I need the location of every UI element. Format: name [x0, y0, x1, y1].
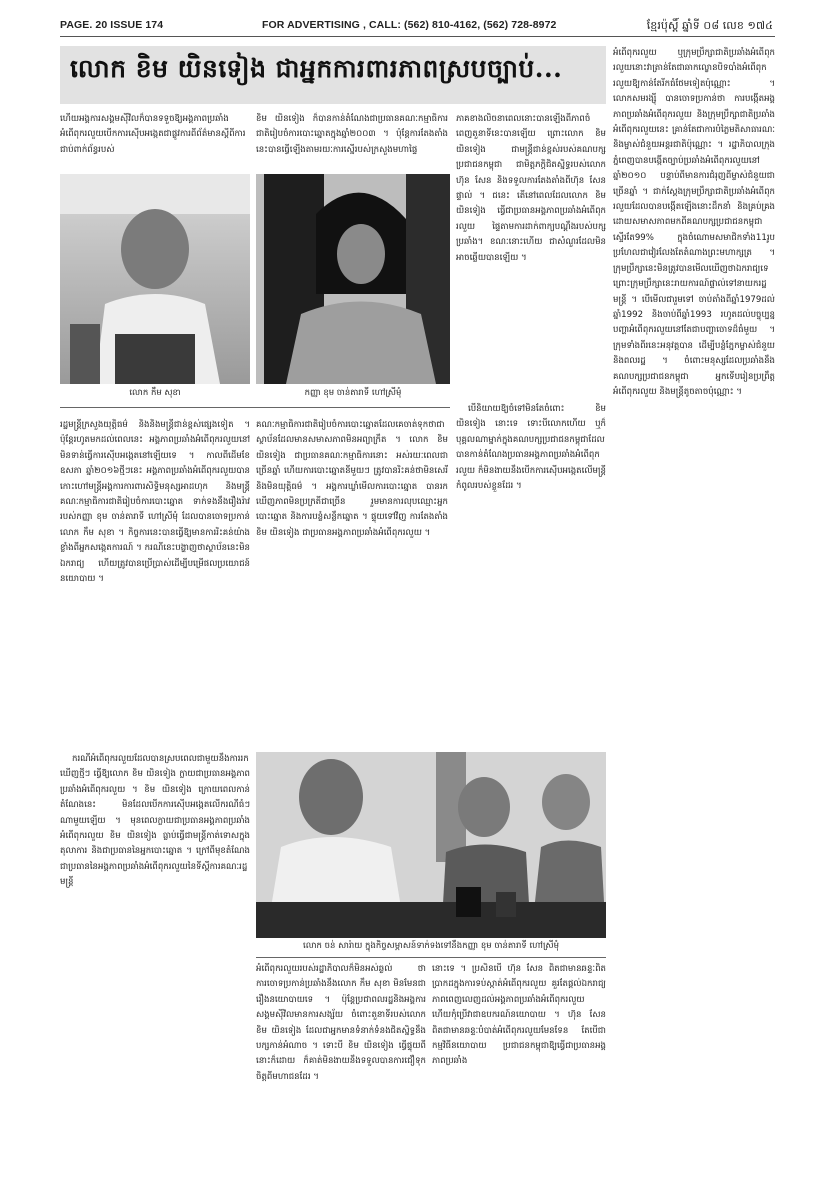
paragraph: ហើយអង្គការសង្គមស៊ីវិលក៏បានទទួចឱ្យអង្គភាពប្រឆាំងអំពើពុករលួយបើកការស៊ើបអង្កេតជាផ្លូវការពីព័ត៌មានស្ដីពីការជាប់ពាក់ព័ន្ធរបស់ [60, 114, 246, 155]
column-2-top [256, 112, 448, 168]
column-3-bottom [432, 962, 606, 1148]
photo-chan-saray-interview [256, 752, 606, 938]
column-1-bottom [60, 752, 250, 1148]
column-1-mid [60, 418, 250, 748]
paragraph: អំពើពុករលួយរបស់រដ្ឋាភិបាលក៏មិនអស់ឆ្ងល់ ថាការចោទប្រកាន់ប្រឆាំងនឹងលោក កឹម សុខា មិនមែនជារឿងនយោបាយទេ ។ ប៉ុន្តែប្រជាពលរដ្ឋនិងអង្គការសង្គមស៊ីវិលមានការសង្ស័យ ចំពោះតួនាទីរបស់លោក ខិម យិនទៀង ដែលជាអ្នកមានទំនាក់ទំនងជិតស្និទ្ធនឹងបក្សកាន់អំណាច ។ ទោះបី ខិម យិនទៀង ធ្វើផ្ទុយពីនោះក៏ដោយ ក៏គាត់មិនងាយនឹងទទួលបានការជឿទុកចិត្តពីមហាជនដែរ ។ [256, 964, 426, 1082]
caption-rule [60, 407, 450, 408]
paragraph: នោះទេ ។ ប្រសិនបើ ហ៊ុន សែន ពិតជាមានឆន្ទៈពិតប្រាកដក្នុងការទប់ស្កាត់អំពើពុករលួយ គួរតែផ្តល់ឯករាជ្យភាពពេញលេញដល់អង្គភាពប្រឆាំងអំពើពុករលួយ ហើយកុំប្រើវាជាឧបករណ៍នយោបាយ ។ ហ៊ុន សែន ពិតជាមានឆន្ទៈបំបាត់អំពើពុករលួយមែនទែន តែបើជាកម្មវិធីនយោបាយ ប្រជាជនកម្ពុជាឱ្យធ្វើជាប្រធានអង្គភាពប្រឆាំង [432, 964, 606, 1067]
header-rule [60, 36, 775, 37]
column-1-top [60, 112, 250, 168]
photo-kem-sokha [60, 174, 250, 384]
paragraph: ភាគខាងលិចនាពេលនោះបានឡើងពីភាពចំពេញតួនាទីនេះបានឡើយ ព្រោះលោក ខិម យិនទៀង ជាមន្ត្រីជាន់ខ្ពស់របស់គណបក្សប្រជាជនកម្ពុជា ជាមិត្តភក្តិជិតស្និទ្ធរបស់លោក ហ៊ុន សែន និងទទួលការតែងតាំងពីហ៊ុន សែន ផ្ទាល់ ។ ជនេះ តើនៅពេលដែលលោក ខិម យិនទៀង ធ្វើជាប្រធានអង្គភាពប្រឆាំងអំពើពុករលួយ ផ្ទៃតាមការដាក់ពាក្យបណ្ដឹងរបស់បក្សប្រឆាំង។ ខណៈនោះហើយ ជាសំណួរដែលមិនអាចឆ្លើយបានឡើយ ។ [456, 114, 606, 263]
paragraph: រដ្ឋមន្ត្រីក្រសួងយុត្តិធម៌ និងនិងមន្ត្រីជាន់ខ្ពស់ផ្សេងទៀត ។ ប៉ុន្តែរហូតមកដល់ពេលនេះ អង្គភាពប្រឆាំងអំពើពុករលួយនៅមិនទាន់ធ្វើការស៊ើបអង្កេតនៅឡើយទេ ។ កាលពីដើមខែឧសភា ឆ្នាំ២០១៦ថ្មីៗនេះ អង្គភាពប្រឆាំងអំពើពុករលួយបានកោះហៅមន្ត្រីអង្គការការពារសិទ្ធិមនុស្សអាដហុក និងមន្ត្រីគណៈកម្មាធិការជាតិរៀបចំការបោះឆ្នោត ទាក់ទងនឹងរឿងរ៉ាវរបស់កញ្ញា ខុម ចាន់តារាទី ហៅស្រីមុំ ដែលបានចោទប្រកាន់លោក កឹម សុខា ។ កិច្ចការនេះបានធ្វើឱ្យមានការរិះគន់យ៉ាងខ្លាំងពីអ្នកសង្កេតការណ៍ ។ ករណីនេះបង្ហាញថាស្ថាប័ននេះមិនឯករាជ្យ ហើយត្រូវបានប្រើប្រាស់ដើម្បីបម្រើផលប្រយោជន៍នយោបាយ ។ [60, 420, 250, 585]
paragraph: អំពើពុករលួយ ឬក្រុមប្រឹក្សាជាតិប្រឆាំងអំពើពុករលួយនោះវាត្រាន់តែជាឆាកល្ខោនបិទបាំងអំពើពុករលួយឱ្យកាន់តែរីកធំថែមទៀតប៉ុណ្ណោះ ។ លោកសមរង្ស៊ី បានចោទប្រកាន់ថា ការបង្កើតអង្គភាពប្រឆាំងអំពើពុករលួយ និងក្រុមប្រឹក្សាជាតិប្រឆាំងអំពើពុករលួយនេះ គ្រាន់តែជាការបំភ្លៃមតិសាធារណៈ និងម្ចាស់ជំនួយអន្តរជាតិប៉ុណ្ណោះ ។ រដ្ឋាភិបាលក្រុងភ្នំពេញបានបង្កើតច្បាប់ប្រឆាំងអំពើពុករលួយនៅឆ្នាំ២០១០ បន្ទាប់ពីមានការជំរុញពីម្ចាស់ជំនួយជាច្រើនឆ្នាំ ។ ជាក់ស្ដែងក្រុមប្រឹក្សាជាតិប្រឆាំងអំពើពុករលួយដែលបានបង្កើតឡើងនោះដឹកនាំ និងគ្រប់គ្រងដោយសមាសភាពមកពីគណបក្សប្រជាជនកម្ពុជាស្ទើរតែ99% ក្នុងចំណោមសមាជិកទាំង11រូប ប្រហែលជាវៀរលែងតែតំណាងព្រះមហាក្សត្រ ។ ក្រុមប្រឹក្សានេះមិនត្រូវបានមើលឃើញថាឯករាជ្យទេ ព្រោះក្រុមប្រឹក្សានេះរាយការណ៍ផ្ទាល់ទៅនាយករដ្ឋមន្ត្រី ។ បើមើលជារួមទៅ ចាប់តាំងពីឆ្នាំ1979ដល់ឆ្នាំ1992 និងចាប់ពីឆ្នាំ1993 រហូតដល់បច្ចុប្បន្ន បញ្ហាអំពើពុករលួយនៅតែជាបញ្ហាចោទដ៏ធំមួយ ។ ក្រុមទាំងពីរនេះអនុវត្តបាន ដើម្បីបន្លំភ្នែកម្ចាស់ជំនួយ និងពលរដ្ឋ ។ ចំពោះមនុស្សដែលប្រឆាំងនឹងគណបក្សប្រជាជនកម្ពុជា អ្នកទើបរៀនប្រព្រឹត្តអំពើពុករលួយ និងមន្ត្រីតូចតាចប៉ុណ្ណោះ ។ [613, 48, 775, 397]
photo-caption-left: លោក កឹម សុខា [129, 388, 181, 398]
photo-caption-right: កញ្ញា ខុម ចាន់តារាទី ហៅស្រីមុំ [304, 388, 402, 398]
column-3-top [456, 112, 606, 402]
column-4 [613, 46, 775, 1148]
column-2-bottom [256, 962, 426, 1148]
large-photo-caption: លោក ចន់ សារ៉ាយ ក្នុងកិច្ចសម្ភាសន៍ទាក់ទងទៅនឹងកញ្ញា ខុម ចាន់តារាទី ហៅស្រីមុំ [303, 941, 559, 951]
paragraph: គណៈកម្មាធិការជាតិរៀបចំការបោះឆ្នោតដែលគេចាត់ទុកថាជាស្ថាប័នដែលមានសមាសភាពមិនអព្យាក្រឹត ។ លោក ខិម យិនទៀង ជាប្រធានគណៈកម្មាធិការនោះ អស់រយៈពេលជាច្រើនឆ្នាំ ហើយការបោះឆ្នោតនីមួយៗ ត្រូវបានរិះគន់ថាមិនសេរី និងមិនយុត្តិធម៌ ។ អង្គការឃ្លាំមើលការបោះឆ្នោត បានរកឃើញភាពមិនប្រក្រតីជាច្រើន រួមមានការលុបឈ្មោះអ្នកបោះឆ្នោត និងការបន្លំសន្លឹកឆ្នោត ។ ផ្ទុយទៅវិញ ការតែងតាំង ខិម យិនទៀង ជាប្រធានអង្គភាពប្រឆាំងអំពើពុករលួយ ។ [256, 420, 448, 538]
headline-box [60, 46, 606, 104]
paragraph: ខិម យិនទៀង ក៏បានកាន់តំណែងជាប្រធានគណៈកម្មាធិការជាតិរៀបចំការបោះឆ្នោតក្នុងឆ្នាំ២០០៣ ។ ប៉ុន្តែការតែងតាំងនេះបានធ្វើឡើងតាមរយៈការស្នើរបស់ក្រសួងមហាផ្ទៃ [256, 114, 448, 155]
page-issue-label: PAGE. 20 ISSUE 174 [60, 19, 164, 31]
article-headline: លោក ខិម យិនទៀង ជាអ្នកការពារភាពស្របច្បាប់... [70, 54, 563, 83]
masthead-issue: ខ្មែរប៉ុស្តិ៍ ឆ្នាំទី ០៨ លេខ ១៧៤ [646, 19, 773, 32]
column-2-mid [256, 418, 448, 748]
paragraph: បើនិយាយឱ្យចំទៅមិនតែចំពោះ ខិម យិនទៀង នោះទេ ទោះបីលោកហើយ ឬក៏បុគ្គលណាម្នាក់ក្នុងគណបក្សប្រជាជនកម្ពុជាដែលបានកាន់តំណែងប្រធានអង្គភាពប្រឆាំងអំពើពុករលួយ ក៏មិនងាយនឹងបើកការស៊ើបអង្កេតលើមន្ត្រីកំពូលរបស់ខ្លួនដែរ ។ [456, 404, 606, 492]
photo-khom-chandaraty [256, 174, 450, 384]
caption-rule [256, 957, 606, 958]
advertising-contact: FOR ADVERTISING , CALL: (562) 810-4162, (562) 728-8972 [262, 19, 557, 31]
paragraph: ករណីអំពើពុករលួយដែលបានស្របពេលជាមួយនឹងការរកឃើញថ្មីៗ ធ្វើឱ្យលោក ខិម យិនទៀង ក្លាយជាប្រធានអង្គភាពប្រឆាំងអំពើពុករលួយ ។ ខិម យិនទៀង ក្រោយពេលកាន់តំណែងនេះ មិនដែលបើកការស៊ើបអង្កេតលើករណីធំៗណាមួយឡើយ ។ មុនពេលក្លាយជាប្រធានអង្គភាពប្រឆាំងអំពើពុករលួយ ខិម យិនទៀង ធ្លាប់ធ្វើជាមន្ត្រីកាត់ទោសក្នុងតុលាការ និងជាប្រធាននៃអ្នកបោះឆ្នោត ។ ក្រៅពីមុខតំណែងជាប្រធាននៃអង្គភាពប្រឆាំងអំពើពុករលួយនៃទីស្ដីការគណៈរដ្ឋមន្ត្រី [60, 754, 250, 888]
column-3-upper-mid [456, 402, 606, 748]
